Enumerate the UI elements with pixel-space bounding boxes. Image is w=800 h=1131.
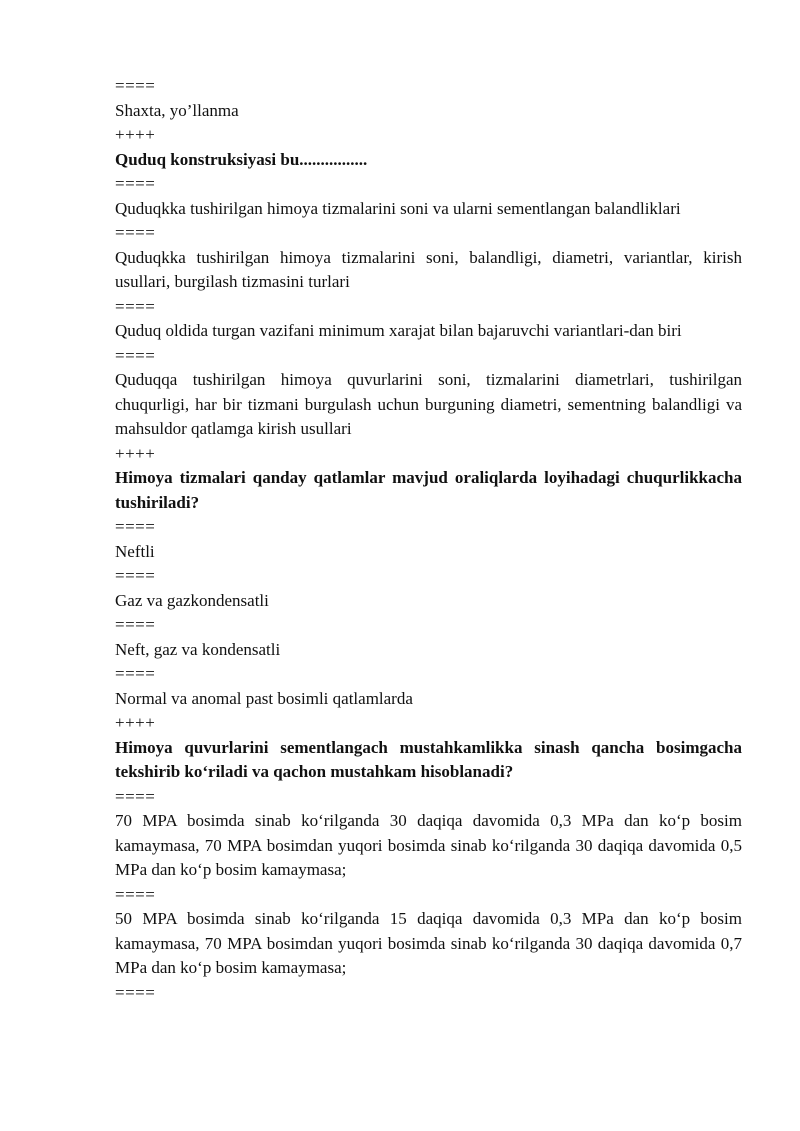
answer-option: 50 MPA bosimda sinab ko‘rilganda 15 daqiqa davomida 0,3 MPa dan ko‘p bosim kamaymasa, 70 MPA bosimdan yuqori bosimda sinab ko‘rilganda 30 daqiqa davomida 0,7 MPa dan ko‘p bosim kamaymasa;	[115, 909, 742, 977]
answer-option: Gaz va gazkondensatli	[115, 590, 269, 610]
answer-option: Neftli	[115, 541, 155, 561]
answer-option: Normal va anomal past bosimli qatlamlarda	[115, 688, 413, 708]
answer-option: Quduq oldida turgan vazifani minimum xarajat bilan bajaruvchi variantlari-dan biri	[115, 321, 682, 340]
separator: ====	[115, 345, 156, 365]
separator: ++++	[115, 443, 156, 463]
separator: ====	[115, 982, 156, 1002]
answer-option: Quduqqa tushirilgan himoya quvurlarini soni, tizmalarini diametrlari, tushirilgan chuqurligi, har bir tizmani burgulash uchun burguning diametri, sementning balandligi va mahsuldor qatlamga kirish usullari	[115, 370, 742, 438]
separator: ====	[115, 517, 156, 536]
separator: ====	[115, 223, 156, 242]
question-text: Himoya quvurlarini sementlangach mustahkamlikka sinash qancha bosimgacha tekshirib ko‘riladi va qachon mustahkam hisoblanadi?	[115, 737, 742, 781]
question-text: Quduq konstruksiyasi bu................	[115, 149, 368, 169]
separator: ====	[115, 664, 156, 683]
separator: ====	[115, 566, 156, 585]
separator: ====	[115, 615, 156, 634]
separator: ====	[115, 786, 156, 806]
answer-option: Neft, gaz va kondensatli	[115, 639, 281, 659]
separator: ++++	[115, 125, 156, 144]
answer-option: Shaxta, yo’llanma	[115, 100, 239, 120]
separator: ====	[115, 884, 156, 904]
answer-option: Quduqkka tushirilgan himoya tizmalarini soni va ularni sementlangan balandliklari	[115, 198, 681, 218]
separator: ====	[115, 76, 156, 95]
question-text: Himoya tizmalari qanday qatlamlar mavjud oraliqlarda loyihadagi chuqurlikkacha tushiriladi?	[115, 468, 742, 512]
answer-option: 70 MPA bosimda sinab ko‘rilganda 30 daqiqa davomida 0,3 MPa dan ko‘p bosim kamaymasa, 70 MPA bosimdan yuqori bosimda sinab ko‘rilganda 30 daqiqa davomida 0,5 MPa dan ko‘p bosim kamaymasa;	[115, 811, 742, 879]
separator: ====	[115, 296, 156, 316]
answer-option: Quduqkka tushirilgan himoya tizmalarini soni, balandligi, diametri, variantlar, kirish usullari, burgilash tizmasini turlari	[115, 247, 742, 291]
separator: ====	[115, 174, 156, 193]
document-page	[115, 74, 742, 1005]
separator: ++++	[115, 713, 156, 732]
